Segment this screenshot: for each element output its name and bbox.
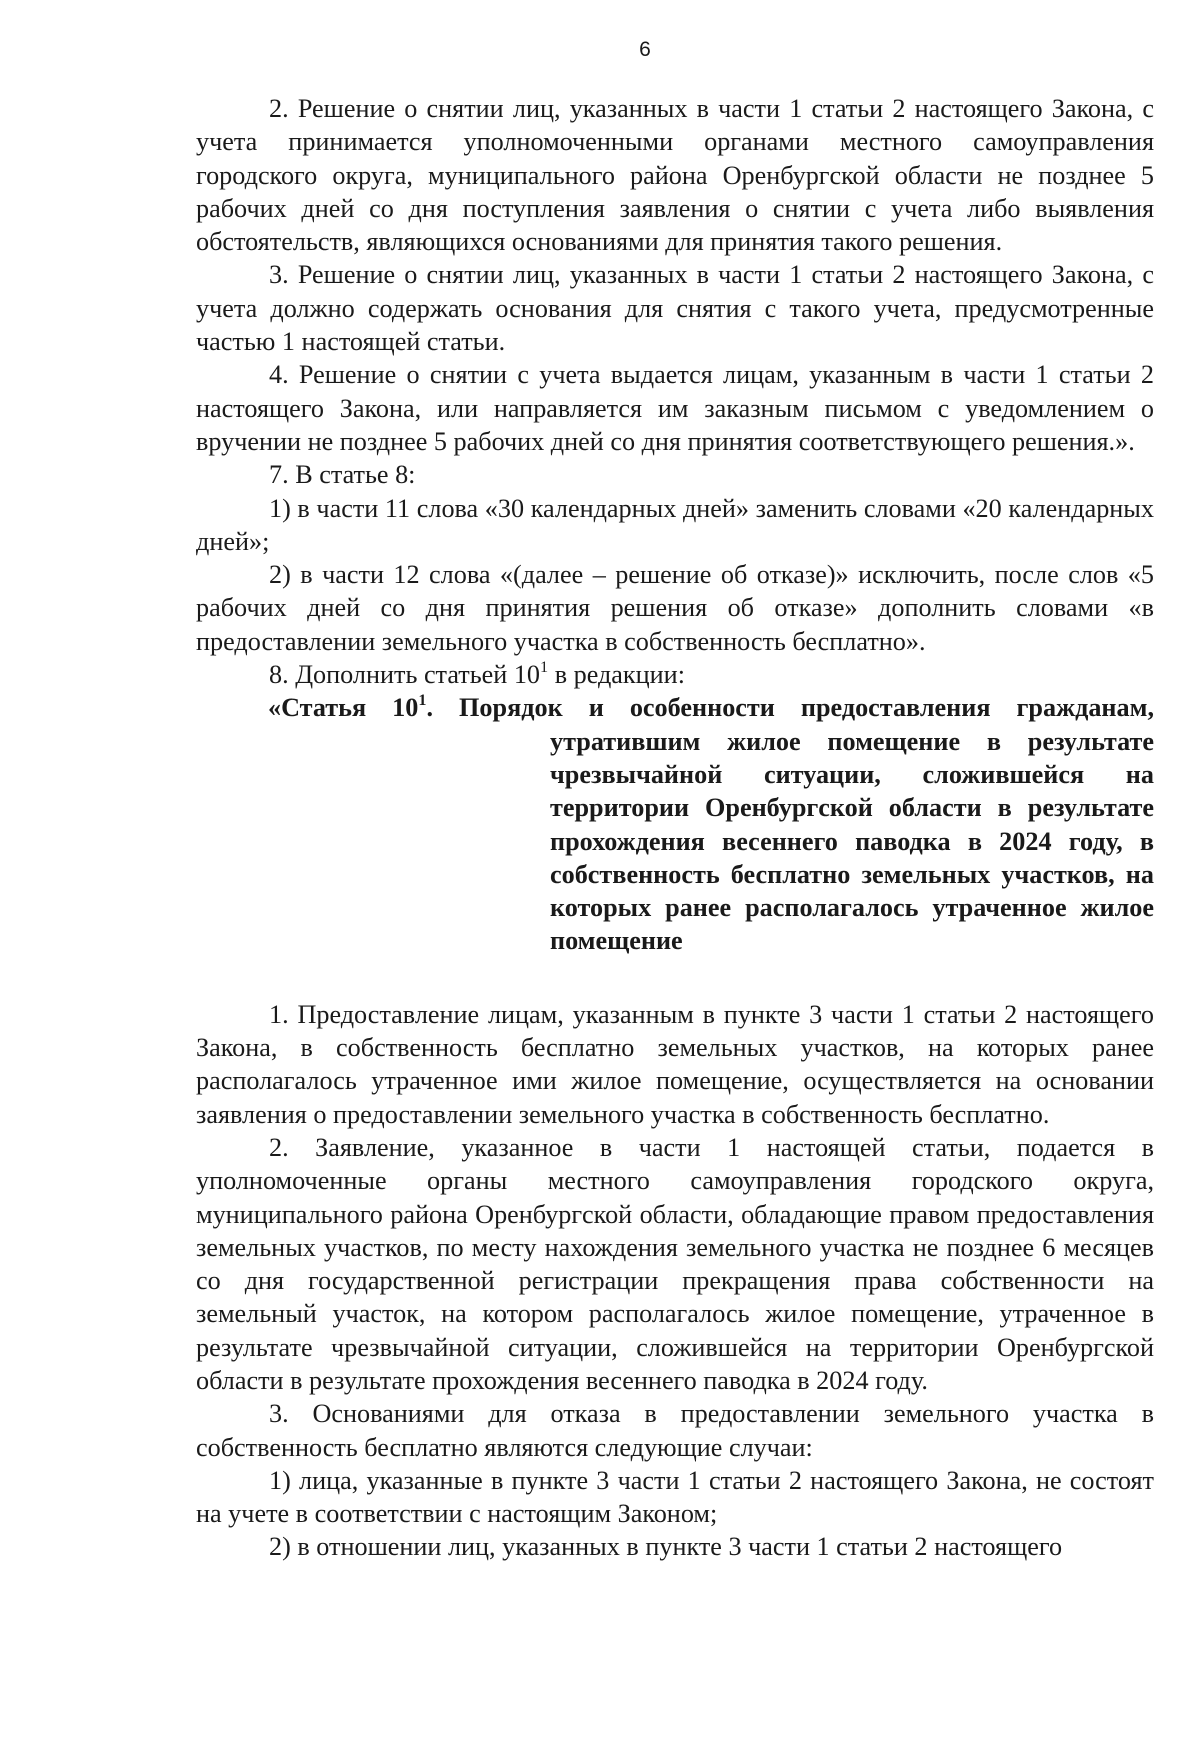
page-number: 6	[639, 38, 651, 61]
article-heading	[196, 691, 1154, 957]
amendment-8-tail: в редакции:	[548, 660, 685, 690]
paragraph-amendment-8	[196, 658, 1154, 691]
spacer	[196, 958, 1154, 998]
article-paragraph-1: 1. Предоставление лицам, указанным в пункте 3 части 1 статьи 2 настоящего Закона, в собственность бесплатно земельных участков, на которых ранее располагалось утраченное ими жилое помещение, осуществляется на основании заявления о предоставлении земельного участка в собственность бесплатно.	[196, 999, 1154, 1129]
paragraph-removal-decision-delivery: 4. Решение о снятии с учета выдается лицам, указанным в части 1 статьи 2 настоящего Закона, или направляется им заказным письмом с уведомлением о вручении не позднее 5 рабочих дней со дня принятия соответствующего решения.».	[196, 360, 1154, 456]
article-superscript: 1	[418, 691, 427, 709]
article-prefix: «Статья 10	[268, 693, 419, 723]
paragraph-amendment-7-item-2: 2) в части 12 слова «(далее – решение об отказе)» исключить, после слов «5 рабочих дней со дня принятия решения об отказе» дополнить словами «в предоставлении земельного участка в собственность бесплатно».	[196, 560, 1154, 656]
article-paragraph-3: 3. Основаниями для отказа в предоставлении земельного участка в собственность бесплатно являются следующие случаи:	[196, 1399, 1154, 1462]
amendment-8-text: 8. Дополнить статьей 10	[269, 660, 541, 690]
article-paragraph-3-item-2: 2) в отношении лиц, указанных в пункте 3 части 1 статьи 2 настоящего	[269, 1532, 1063, 1562]
article-paragraph-2: 2. Заявление, указанное в части 1 настоящей статьи, подается в уполномоченные органы местного самоуправления городского округа, муниципального района Оренбургской области, обладающие правом предоставления земельных участков, по месту нахождения земельного участка не позднее 6 месяцев со дня государственной регистрации прекращения права собственности на земельный участок, на котором располагалось жилое помещение, утраченное в результате чрезвычайной ситуации, сложившейся на территории Оренбургской области в результате прохождения весеннего паводка в 2024 году.	[196, 1132, 1154, 1395]
article-paragraph-3-item-1: 1) лица, указанные в пункте 3 части 1 статьи 2 настоящего Закона, не состоят на учете в соответствии с настоящим Законом;	[196, 1465, 1154, 1529]
paragraph-removal-decision-timing: 2. Решение о снятии лиц, указанных в части 1 статьи 2 настоящего Закона, с учета принимается уполномоченными органами местного самоуправления городского округа, муниципального района Оренбургской области не позднее 5 рабочих дней со дня поступления заявления о снятии с учета либо выявления обстоятельств, являющихся основаниями для принятия такого решения.	[196, 94, 1154, 257]
paragraph-amendment-7-item-1: 1) в части 11 слова «30 календарных дней» заменить словами «20 календарных дней»;	[196, 493, 1154, 556]
paragraph-amendment-7: 7. В статье 8:	[269, 460, 416, 490]
amendment-8-superscript: 1	[540, 657, 549, 676]
document-body	[196, 92, 1154, 1564]
paragraph-removal-decision-content: 3. Решение о снятии лиц, указанных в части 1 статьи 2 настоящего Закона, с учета должно содержать основания для снятия с такого учета, предусмотренные частью 1 настоящей статьи.	[196, 260, 1154, 357]
article-title: . Порядок и особенности предоставления гражданам, утратившим жилое помещение в результате чрезвычайной ситуации, сложившейся на территории Оренбургской области в результате прохождения весеннего паводка в 2024 году, в собственность бесплатно земельных участков, на которых ранее располагалось утраченное жилое помещение	[426, 693, 1154, 956]
